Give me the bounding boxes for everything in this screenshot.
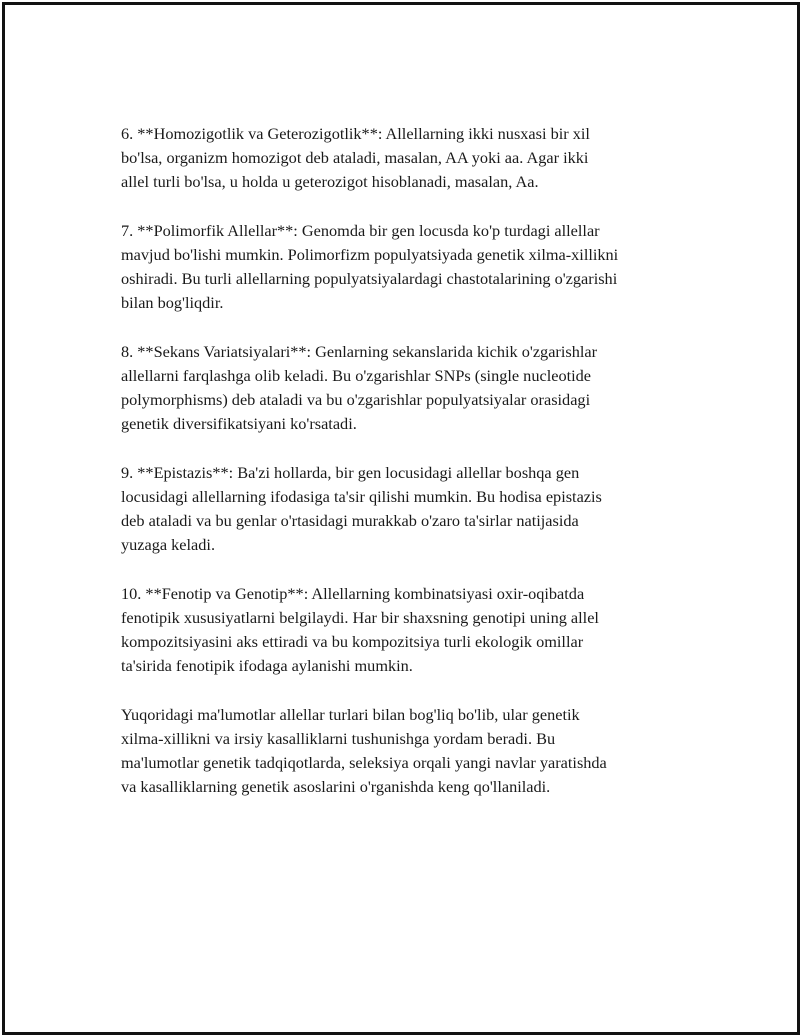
paragraph-epistazis <box>121 461 701 558</box>
text-line: va kasalliklarning genetik asoslarini o'rganishda keng qo'llaniladi. <box>121 777 551 797</box>
paragraph-polimorfik-allellar <box>121 219 701 316</box>
text-line: allel turli bo'lsa, u holda u geterozigot hisoblanadi, masalan, Aa. <box>121 172 539 192</box>
text-line: 9. **Epistazis**: Ba'zi hollarda, bir gen locusidagi allellar boshqa gen <box>121 462 580 482</box>
text-line: bilan bog'liqdir. <box>121 293 224 313</box>
text-line: ma'lumotlar genetik tadqiqotlarda, seleksiya orqali yangi navlar yaratishda <box>121 753 607 773</box>
text-line: 8. **Sekans Variatsiyalari**: Genlarning sekanslarida kichik o'zgarishlar <box>121 341 598 361</box>
paragraph-fenotip-genotip <box>121 582 701 679</box>
text-line: polymorphisms) deb ataladi va bu o'zgarishlar populyatsiyalar orasidagi <box>121 390 591 410</box>
text-line: locusidagi allellarning ifodasiga ta'sir qilishi mumkin. Bu hodisa epistazis <box>121 487 602 506</box>
paragraph-homozigotlik <box>121 122 701 195</box>
text-line: Yuqoridagi ma'lumotlar allellar turlari bilan bog'liq bo'lib, ular genetik <box>121 704 580 724</box>
text-line: kompozitsiyasini aks ettiradi va bu kompozitsiya turli ekologik omillar <box>121 632 584 652</box>
text-line: 7. **Polimorfik Allellar**: Genomda bir gen locusda ko'p turdagi allellar <box>121 220 600 240</box>
text-line: ta'sirida fenotipik ifodaga aylanishi mumkin. <box>121 656 413 676</box>
text-line: mavjud bo'lishi mumkin. Polimorfizm populyatsiyada genetik xilma-xillikni <box>121 245 619 264</box>
text-line: allellarni farqlashga olib keladi. Bu o'zgarishlar SNPs (single nucleotide <box>121 366 591 385</box>
paragraph-sekans-variatsiyalari <box>121 340 701 437</box>
text-line: deb ataladi va bu genlar o'rtasidagi murakkab o'zaro ta'sirlar natijasida <box>121 511 579 531</box>
text-line: yuzaga keladi. <box>121 535 216 555</box>
page-frame <box>2 2 800 1035</box>
paragraph-conclusion <box>121 703 701 800</box>
text-line: genetik diversifikatsiyani ko'rsatadi. <box>121 414 357 434</box>
text-line: bo'lsa, organizm homozigot deb ataladi, masalan, AA yoki aa. Agar ikki <box>121 148 589 168</box>
text-line: fenotipik xususiyatlarni belgilaydi. Har bir shaxsning genotipi uning allel <box>121 608 599 627</box>
document-body <box>121 122 701 824</box>
text-line: 10. **Fenotip va Genotip**: Allellarning kombinatsiyasi oxir-oqibatda <box>121 583 585 603</box>
text-line: oshiradi. Bu turli allellarning populyatsiyalardagi chastotalarining o'zgarishi <box>121 269 618 289</box>
text-line: xilma-xillikni va irsiy kasalliklarni tushunishga yordam beradi. Bu <box>121 729 556 748</box>
text-line: 6. **Homozigotlik va Geterozigotlik**: Allellarning ikki nusxasi bir xil <box>121 124 590 143</box>
